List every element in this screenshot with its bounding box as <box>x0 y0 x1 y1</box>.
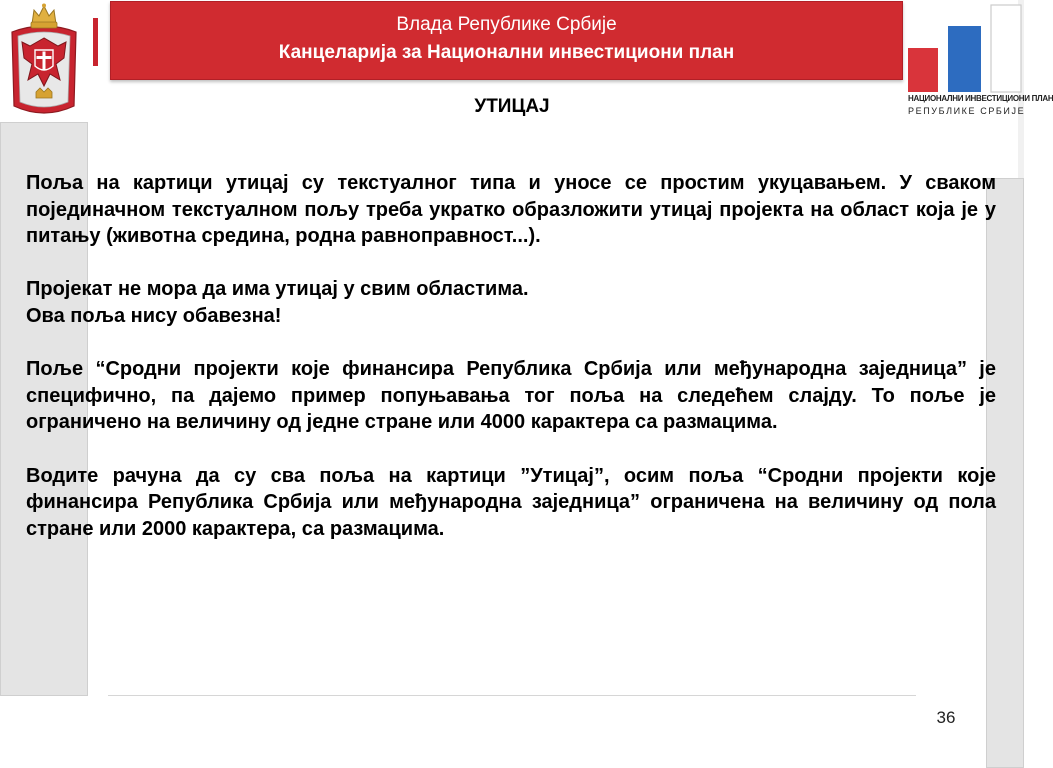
nip-logo-text-line1: НАЦИОНАЛНИ ИНВЕСТИЦИОНИ ПЛАН <box>908 94 1053 103</box>
footer-divider <box>108 695 916 696</box>
paragraph-2: Пројекат не мора да има утицај у свим областима. <box>26 278 529 301</box>
paragraph-3: Ова поља нису обавезна! <box>26 304 282 327</box>
slide-body <box>26 170 996 542</box>
header-title-line1: Влада Републике Србије <box>396 14 617 35</box>
slide-title: УТИЦАЈ <box>474 96 550 117</box>
nip-logo-text-line2: РЕПУБЛИКЕ СРБИЈЕ <box>908 106 1026 116</box>
paragraph-5: Водите рачуна да су сва поља на картици ”Утицај”, осим поља “Сродни пројекти које финансира Република Србија или међународна заједница” ограничена на величину од пола стране или 2000 карактера, са размацима. <box>26 464 996 540</box>
header-title-line2: Канцеларија за Национални инвестициони план <box>278 42 735 63</box>
page-number: 36 <box>936 708 956 727</box>
paragraph-1: Поља на картици утицај су текстуалног типа и уносе се простим укуцавањем. У сваком појединачном текстуалном пољу треба укратко образложити утицај пројекта на област која је у питању (животна средина, родна равноправност...). <box>26 172 996 248</box>
serbian-coat-of-arms-icon <box>8 2 80 120</box>
paragraph-4: Поље “Сродни пројекти које финансира Република Србија или међународна заједница” је специфично, па дајемо пример попуњавања тог поља на следећем слајду. То поље је ограничено на величину од једне стране или 4000 карактера са размацима. <box>26 358 996 434</box>
red-accent-bar <box>93 18 98 66</box>
header-banner <box>110 1 903 80</box>
